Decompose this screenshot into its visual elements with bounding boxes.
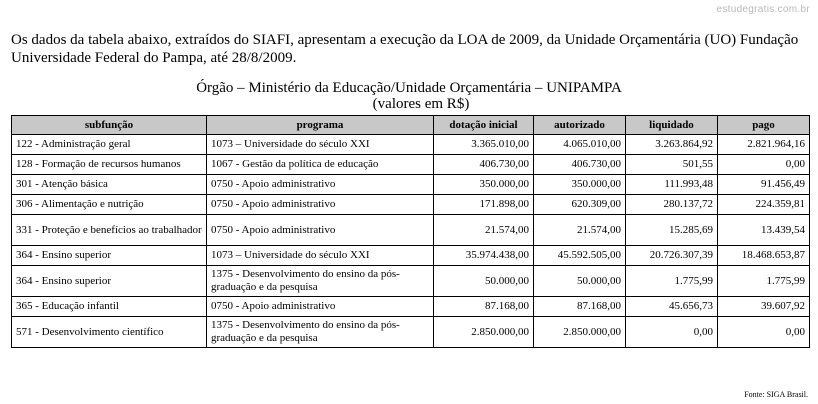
cell-pago: 0,00 bbox=[718, 155, 810, 175]
cell-autorizado: 50.000,00 bbox=[534, 266, 626, 297]
cell-liquidado: 15.285,69 bbox=[626, 215, 718, 246]
budget-execution-table bbox=[11, 115, 810, 348]
table-header-row bbox=[12, 116, 810, 135]
cell-subfuncao: 364 - Ensino superior bbox=[12, 266, 207, 297]
cell-autorizado: 350.000,00 bbox=[534, 175, 626, 195]
cell-subfuncao: 365 - Educação infantil bbox=[12, 297, 207, 317]
cell-subfuncao: 301 - Atenção básica bbox=[12, 175, 207, 195]
cell-subfuncao: 306 - Alimentação e nutrição bbox=[12, 195, 207, 215]
table-row bbox=[12, 317, 810, 348]
cell-liquidado: 0,00 bbox=[626, 317, 718, 348]
column-header-programa: programa bbox=[207, 116, 434, 135]
cell-dotacao-inicial: 406.730,00 bbox=[434, 155, 534, 175]
cell-subfuncao: 571 - Desenvolvimento científico bbox=[12, 317, 207, 348]
column-header-dotacao-inicial: dotação inicial bbox=[434, 116, 534, 135]
cell-programa: 1073 – Universidade do século XXI bbox=[207, 135, 434, 155]
table-row bbox=[12, 215, 810, 246]
column-header-pago: pago bbox=[718, 116, 810, 135]
cell-liquidado: 280.137,72 bbox=[626, 195, 718, 215]
watermark-text: estudegratis.com.br bbox=[716, 4, 810, 15]
cell-dotacao-inicial: 50.000,00 bbox=[434, 266, 534, 297]
cell-pago: 18.468.653,87 bbox=[718, 246, 810, 266]
cell-dotacao-inicial: 87.168,00 bbox=[434, 297, 534, 317]
cell-programa: 1375 - Desenvolvimento do ensino da pós-graduação e da pesquisa bbox=[207, 266, 434, 297]
cell-programa: 0750 - Apoio administrativo bbox=[207, 195, 434, 215]
cell-subfuncao: 128 - Formação de recursos humanos bbox=[12, 155, 207, 175]
column-header-liquidado: liquidado bbox=[626, 116, 718, 135]
cell-programa: 0750 - Apoio administrativo bbox=[207, 215, 434, 246]
cell-autorizado: 2.850.000,00 bbox=[534, 317, 626, 348]
table-row bbox=[12, 155, 810, 175]
cell-autorizado: 21.574,00 bbox=[534, 215, 626, 246]
cell-autorizado: 620.309,00 bbox=[534, 195, 626, 215]
cell-subfuncao: 364 - Ensino superior bbox=[12, 246, 207, 266]
cell-liquidado: 1.775,99 bbox=[626, 266, 718, 297]
cell-programa: 1073 – Universidade do século XXI bbox=[207, 246, 434, 266]
table-body bbox=[12, 135, 810, 348]
cell-pago: 0,00 bbox=[718, 317, 810, 348]
cell-autorizado: 87.168,00 bbox=[534, 297, 626, 317]
cell-pago: 224.359,81 bbox=[718, 195, 810, 215]
cell-autorizado: 4.065.010,00 bbox=[534, 135, 626, 155]
cell-subfuncao: 331 - Proteção e benefícios ao trabalhador bbox=[12, 215, 207, 246]
column-header-subfuncao: subfunção bbox=[12, 116, 207, 135]
cell-dotacao-inicial: 350.000,00 bbox=[434, 175, 534, 195]
table-caption: Órgão – Ministério da Educação/Unidade Orçamentária – UNIPAMPA bbox=[196, 80, 622, 96]
cell-programa: 1067 - Gestão da política de educação bbox=[207, 155, 434, 175]
cell-pago: 91.456,49 bbox=[718, 175, 810, 195]
cell-programa: 1375 - Desenvolvimento do ensino da pós-graduação e da pesquisa bbox=[207, 317, 434, 348]
source-note: Fonte: SIGA Brasil. bbox=[744, 390, 808, 399]
table-row bbox=[12, 246, 810, 266]
table-row bbox=[12, 175, 810, 195]
cell-dotacao-inicial: 171.898,00 bbox=[434, 195, 534, 215]
cell-dotacao-inicial: 2.850.000,00 bbox=[434, 317, 534, 348]
cell-pago: 13.439,54 bbox=[718, 215, 810, 246]
table-row bbox=[12, 195, 810, 215]
cell-autorizado: 45.592.505,00 bbox=[534, 246, 626, 266]
cell-liquidado: 501,55 bbox=[626, 155, 718, 175]
cell-dotacao-inicial: 35.974.438,00 bbox=[434, 246, 534, 266]
table-row bbox=[12, 297, 810, 317]
cell-autorizado: 406.730,00 bbox=[534, 155, 626, 175]
cell-programa: 0750 - Apoio administrativo bbox=[207, 175, 434, 195]
cell-liquidado: 20.726.307,39 bbox=[626, 246, 718, 266]
cell-liquidado: 3.263.864,92 bbox=[626, 135, 718, 155]
cell-dotacao-inicial: 21.574,00 bbox=[434, 215, 534, 246]
cell-liquidado: 111.993,48 bbox=[626, 175, 718, 195]
column-header-autorizado: autorizado bbox=[534, 116, 626, 135]
cell-programa: 0750 - Apoio administrativo bbox=[207, 297, 434, 317]
cell-liquidado: 45.656,73 bbox=[626, 297, 718, 317]
intro-paragraph: Os dados da tabela abaixo, extraídos do SIAFI, apresentam a execução da LOA de 2009, da Unidade Orçamentária (UO) Fundação Universidade Federal do Pampa, até 28/8/2009. bbox=[11, 32, 799, 66]
cell-pago: 1.775,99 bbox=[718, 266, 810, 297]
table-units-note: (valores em R$) bbox=[372, 96, 470, 112]
cell-dotacao-inicial: 3.365.010,00 bbox=[434, 135, 534, 155]
cell-subfuncao: 122 - Administração geral bbox=[12, 135, 207, 155]
table-row bbox=[12, 135, 810, 155]
cell-pago: 39.607,92 bbox=[718, 297, 810, 317]
cell-pago: 2.821.964,16 bbox=[718, 135, 810, 155]
table-row bbox=[12, 266, 810, 297]
